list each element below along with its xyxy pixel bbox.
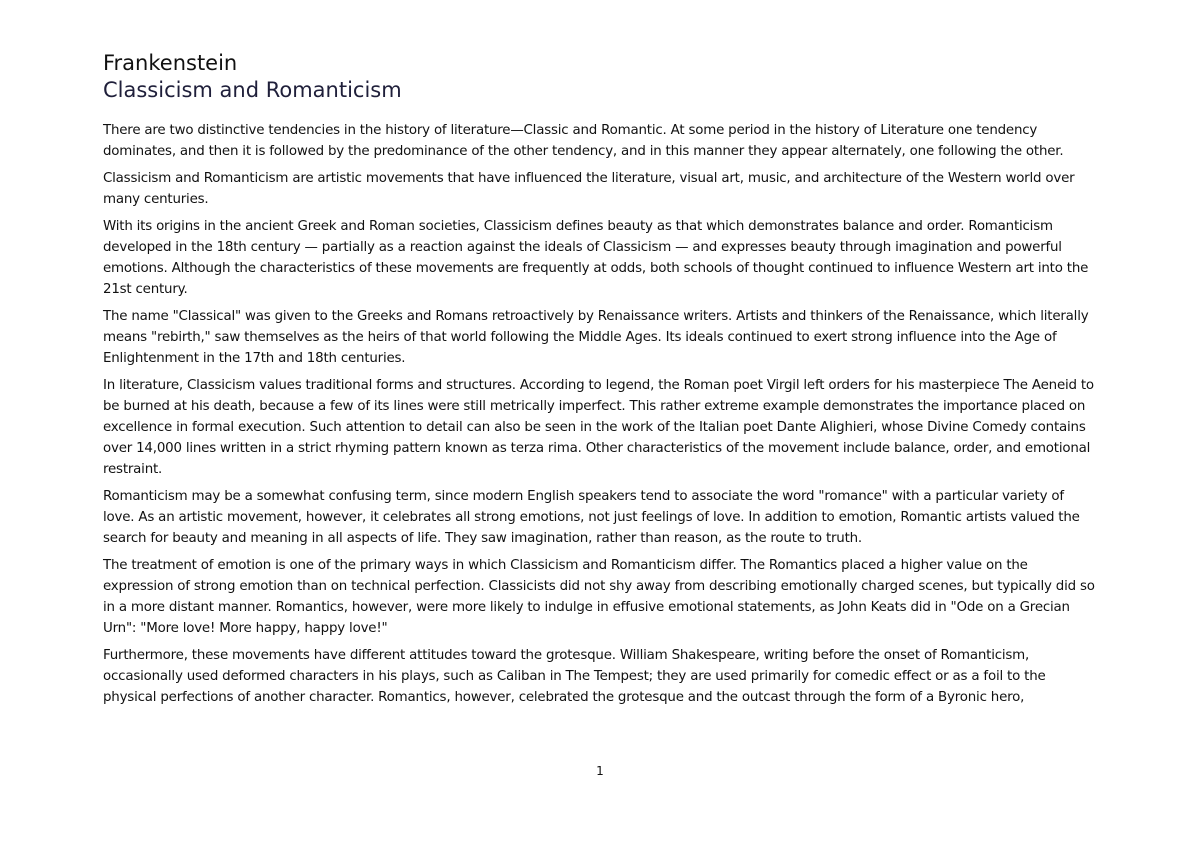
document-content [103,50,1099,714]
paragraph: Furthermore, these movements have different attitudes toward the grotesque. William Shakespeare, writing before the onset of Romanticism, occasionally used deformed characters in his plays, such as Caliban in The Tempest; they are used primarily for comedic effect or as a foil to the physical perfections of another character. Romantics, however, celebrated the grotesque and the outcast through the form of a Byronic hero, [103,648,1046,705]
page-number: 1 [596,764,604,778]
paragraph: The name "Classical" was given to the Greeks and Romans retroactively by Renaissance writers. Artists and thinkers of the Renaissance, which literally means "rebirth," saw themselves as the heirs of that world following the Middle Ages. Its ideals continued to exert strong influence into the Age of Enlightenment in the 17th and 18th centuries. [103,309,1089,366]
document-subtitle: Classicism and Romanticism [103,78,402,102]
paragraph: Romanticism may be a somewhat confusing term, since modern English speakers tend to associate the word "romance" with a particular variety of love. As an artistic movement, however, it celebrates all strong emotions, not just feelings of love. In addition to emotion, Romantic artists valued the search for beauty and meaning in all aspects of life. They saw imagination, rather than reason, as the route to truth. [103,489,1080,546]
paragraph: In literature, Classicism values traditional forms and structures. According to legend, the Roman poet Virgil left orders for his masterpiece The Aeneid to be burned at his death, because a few of its lines were still metrically imperfect. This rather extreme example demonstrates the importance placed on excellence in formal execution. Such attention to detail can also be seen in the work of the Italian poet Dante Alighieri, whose Divine Comedy contains over 14,000 lines written in a strict rhyming pattern known as terza rima. Other characteristics of the movement include balance, order, and emotional restraint. [103,378,1094,477]
paragraph: Classicism and Romanticism are artistic movements that have influenced the literature, visual art, music, and architecture of the Western world over many centuries. [103,171,1075,207]
paragraph: With its origins in the ancient Greek and Roman societies, Classicism defines beauty as that which demonstrates balance and order. Romanticism developed in the 18th century — partially as a reaction against the ideals of Classicism — and expresses beauty through imagination and powerful emotions. Although the characteristics of these movements are frequently at odds, both schools of thought continued to influence Western art into the 21st century. [103,219,1089,297]
paragraph: The treatment of emotion is one of the primary ways in which Classicism and Romanticism differ. The Romantics placed a higher value on the expression of strong emotion than on technical perfection. Classicists did not shy away from describing emotionally charged scenes, but typically did so in a more distant manner. Romantics, however, were more likely to indulge in effusive emotional statements, as John Keats did in "Ode on a Grecian Urn": "More love! More happy, happy love!" [103,558,1095,636]
paragraph: There are two distinctive tendencies in the history of literature—Classic and Romantic. At some period in the history of Literature one tendency dominates, and then it is followed by the predominance of the other tendency, and in this manner they appear alternately, one following the other. [103,123,1064,159]
document-title: Frankenstein [103,51,238,75]
